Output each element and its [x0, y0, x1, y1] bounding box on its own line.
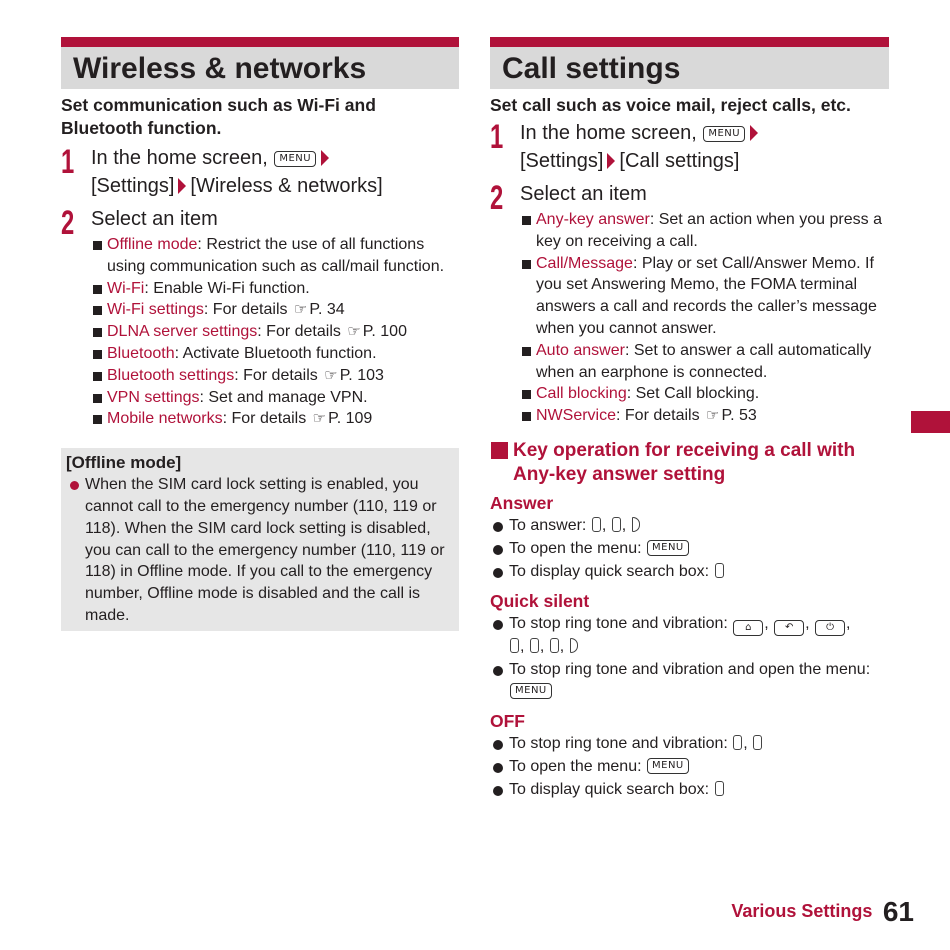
step-text: [Wireless & networks]	[190, 175, 383, 197]
right-column	[490, 37, 889, 802]
key-icon	[510, 638, 519, 653]
list-item: Call blocking: Set Call blocking.	[520, 383, 889, 405]
list-item: To display quick search box:	[490, 561, 889, 583]
step-text: In the home screen,	[520, 122, 697, 144]
off-list	[490, 733, 889, 801]
section-header	[61, 37, 459, 89]
item-term: Bluetooth	[107, 344, 175, 362]
arrow-right-icon	[607, 153, 615, 169]
quick-silent-list	[490, 613, 889, 703]
step-2	[61, 204, 459, 242]
footer-section-label: Various Settings	[731, 901, 873, 921]
list-item: Offline mode: Restrict the use of all functions using communication such as call/mail function.	[91, 234, 459, 278]
key-icon	[612, 517, 621, 532]
step-text: [Settings]	[520, 150, 604, 172]
section-title: Call settings	[502, 52, 681, 85]
back-key-icon: ↶	[774, 620, 804, 636]
list-item: DLNA server settings: For details ☞ P. 100	[91, 321, 459, 343]
step-text: In the home screen,	[91, 147, 268, 169]
list-item: VPN settings: Set and manage VPN.	[91, 387, 459, 409]
step-number: 1	[61, 143, 75, 181]
page-footer	[731, 896, 914, 928]
home-key-icon: ⌂	[733, 620, 763, 636]
settings-list	[61, 234, 459, 430]
quick-silent-label: Quick silent	[490, 590, 590, 611]
power-key-icon: ⏻	[815, 620, 845, 636]
pointing-hand-icon: ☞	[312, 409, 327, 428]
pointing-hand-icon: ☞	[324, 365, 338, 384]
item-term: Wi-Fi	[107, 279, 145, 297]
step-text: Select an item	[91, 208, 218, 230]
list-item: To stop ring tone and vibration: ,	[490, 733, 889, 755]
step-1	[490, 119, 889, 175]
key-operation-heading: Key operation for receiving a call with Any-key answer setting	[490, 439, 889, 487]
section-title: Wireless & networks	[73, 52, 367, 85]
chapter-tab	[911, 411, 950, 433]
note-box	[61, 448, 459, 631]
item-term: Auto answer	[536, 341, 625, 359]
item-term: Any-key answer	[536, 211, 650, 228]
key-icon	[570, 638, 578, 653]
key-icon	[550, 638, 559, 653]
list-item: NWService: For details ☞ P. 53	[520, 405, 889, 427]
step-number: 2	[61, 204, 75, 242]
list-item: Call/Message: Play or set Call/Answer Memo. If you set Answering Memo, the FOMA terminal answers a call and records the caller’s message when you cannot answer.	[520, 253, 889, 340]
menu-key-icon: MENU	[647, 540, 689, 556]
arrow-right-icon	[178, 178, 186, 194]
note-body: When the SIM card lock setting is enabled, you cannot call to the emergency number (110, 119 or 118). When the SIM card lock setting is disabled, you can call to the emergency number (110, 119 or 118) in Offline mode. If you call to the emergency number, Offline mode is disabled and the call is made.	[66, 474, 451, 627]
key-icon	[530, 638, 539, 653]
item-term: DLNA server settings	[107, 323, 258, 341]
list-item: To stop ring tone and vibration: ⌂ , ↶ , ⏻ , , , ,	[490, 613, 889, 658]
note-title: [Offline mode]	[66, 453, 182, 473]
section-intro: Set call such as voice mail, reject calls, etc.	[490, 95, 851, 115]
item-term: NWService	[536, 407, 617, 425]
step-number: 1	[490, 118, 504, 156]
menu-key-icon: MENU	[647, 758, 689, 774]
list-item: Bluetooth settings: For details ☞ P. 103	[91, 365, 459, 387]
list-item: Any-key answer: Set an action when you press a key on receiving a call.	[520, 209, 889, 253]
arrow-right-icon	[321, 150, 329, 166]
pointing-hand-icon: ☞	[706, 406, 720, 425]
list-item: Wi-Fi: Enable Wi-Fi function.	[91, 278, 459, 300]
menu-key-icon: MENU	[703, 126, 745, 142]
item-term: VPN settings	[107, 388, 200, 406]
section-intro: Set communication such as Wi-Fi and Bluetooth function.	[61, 95, 376, 138]
item-term: Call/Message	[536, 254, 633, 272]
off-label: OFF	[490, 710, 525, 731]
item-term: Wi-Fi settings	[107, 301, 204, 319]
key-icon	[753, 735, 762, 750]
key-icon	[733, 735, 742, 750]
list-item: To open the menu: MENU	[490, 538, 889, 560]
list-item: Bluetooth: Activate Bluetooth function.	[91, 343, 459, 365]
item-term: Offline mode	[107, 236, 198, 253]
key-icon	[715, 781, 724, 796]
key-icon	[592, 517, 601, 532]
list-item: Mobile networks: For details ☞ P. 109	[91, 408, 459, 430]
section-header	[490, 37, 889, 89]
answer-list	[490, 515, 889, 583]
pointing-hand-icon: ☞	[347, 322, 361, 341]
page-number: 61	[882, 896, 914, 927]
arrow-right-icon	[750, 125, 758, 141]
list-item: To stop ring tone and vibration and open the menu: MENU	[490, 659, 889, 703]
list-item: Wi-Fi settings: For details ☞ P. 34	[91, 299, 459, 321]
step-number: 2	[490, 179, 504, 217]
key-icon	[715, 563, 724, 578]
step-text: [Settings]	[91, 175, 175, 197]
list-item: To open the menu: MENU	[490, 756, 889, 778]
pointing-hand-icon: ☞	[293, 300, 308, 319]
menu-key-icon: MENU	[510, 683, 552, 699]
step-1	[61, 144, 459, 200]
settings-list	[490, 209, 889, 427]
item-term: Bluetooth settings	[107, 366, 235, 384]
list-item: To answer: , ,	[490, 515, 889, 537]
list-item: To display quick search box:	[490, 779, 889, 801]
step-2	[490, 179, 889, 217]
list-item: Auto answer: Set to answer a call automatically when an earphone is connected.	[520, 340, 889, 384]
key-icon	[632, 517, 640, 532]
menu-key-icon: MENU	[274, 151, 316, 167]
item-term: Mobile networks	[107, 410, 223, 428]
step-text: Select an item	[520, 183, 647, 205]
answer-label: Answer	[490, 492, 554, 513]
step-text: [Call settings]	[619, 150, 740, 172]
left-column	[61, 37, 459, 631]
item-term: Call blocking	[536, 385, 627, 403]
